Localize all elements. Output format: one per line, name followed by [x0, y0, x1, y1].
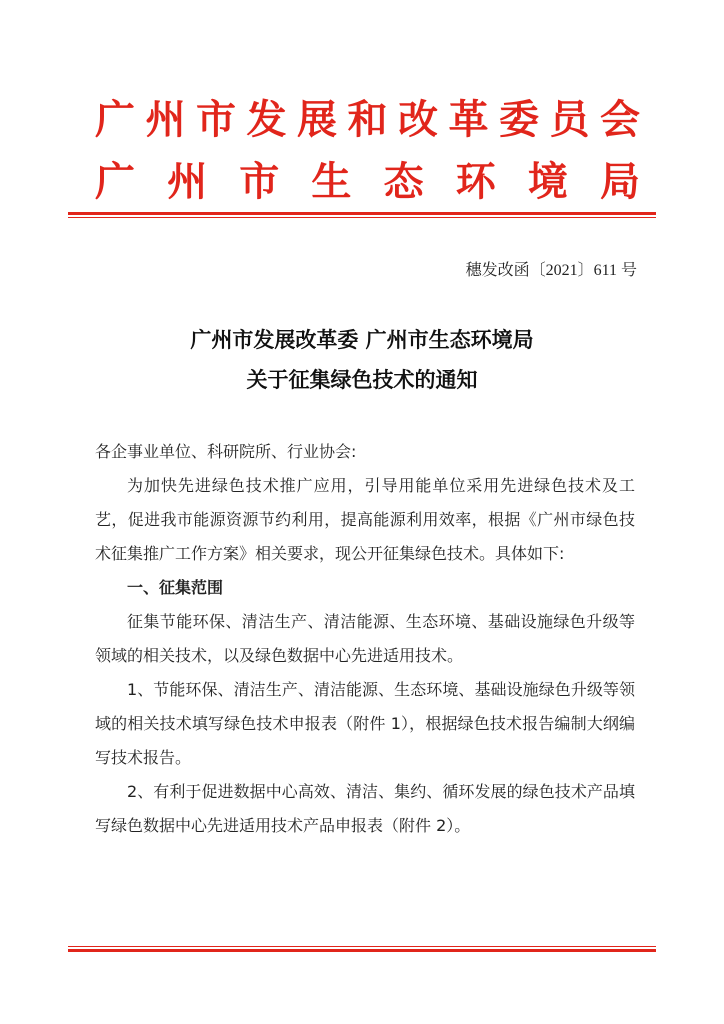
- notice-title-line-2: 关于征集绿色技术的通知: [246, 368, 478, 392]
- issuer-line-1: 广州市发展和改革委员会: [95, 96, 640, 143]
- list-item-1: 1、节能环保、清洁生产、清洁能源、生态环境、基础设施绿色升级等领域的相关技术填写绿色技术申报表（附件 1），根据绿色技术报告编制大纲编写技术报告。: [95, 680, 635, 767]
- footer-red-rule-thick: [68, 949, 656, 952]
- section-1-heading: 一、征集范围: [127, 578, 224, 597]
- footer-red-rule-thin: [68, 946, 656, 947]
- salutation: 各企事业单位、科研院所、行业协会:: [95, 442, 357, 461]
- list-item-2: 2、有利于促进数据中心高效、清洁、集约、循环发展的绿色技术产品填写绿色数据中心先进适用技术产品申报表（附件 2）。: [95, 782, 635, 835]
- document-number: 穗发改函〔2021〕611 号: [465, 262, 637, 279]
- intro-paragraph: 为加快先进绿色技术推广应用，引导用能单位采用先进绿色技术及工艺，促进我市能源资源节约利用，提高能源利用效率，根据《广州市绿色技术征集推广工作方案》相关要求，现公开征集绿色技术。具体如下:: [95, 476, 635, 563]
- issuer-line-2: 广州市生态环境局: [95, 158, 640, 205]
- notice-title-line-1: 广州市发展改革委 广州市生态环境局: [190, 328, 534, 352]
- notice-body: [95, 435, 635, 843]
- header-red-rule-thick: [68, 212, 656, 215]
- section-1-paragraph: 征集节能环保、清洁生产、清洁能源、生态环境、基础设施绿色升级等领域的相关技术，以及绿色数据中心先进适用技术。: [95, 612, 635, 665]
- header-red-rule-thin: [68, 217, 656, 218]
